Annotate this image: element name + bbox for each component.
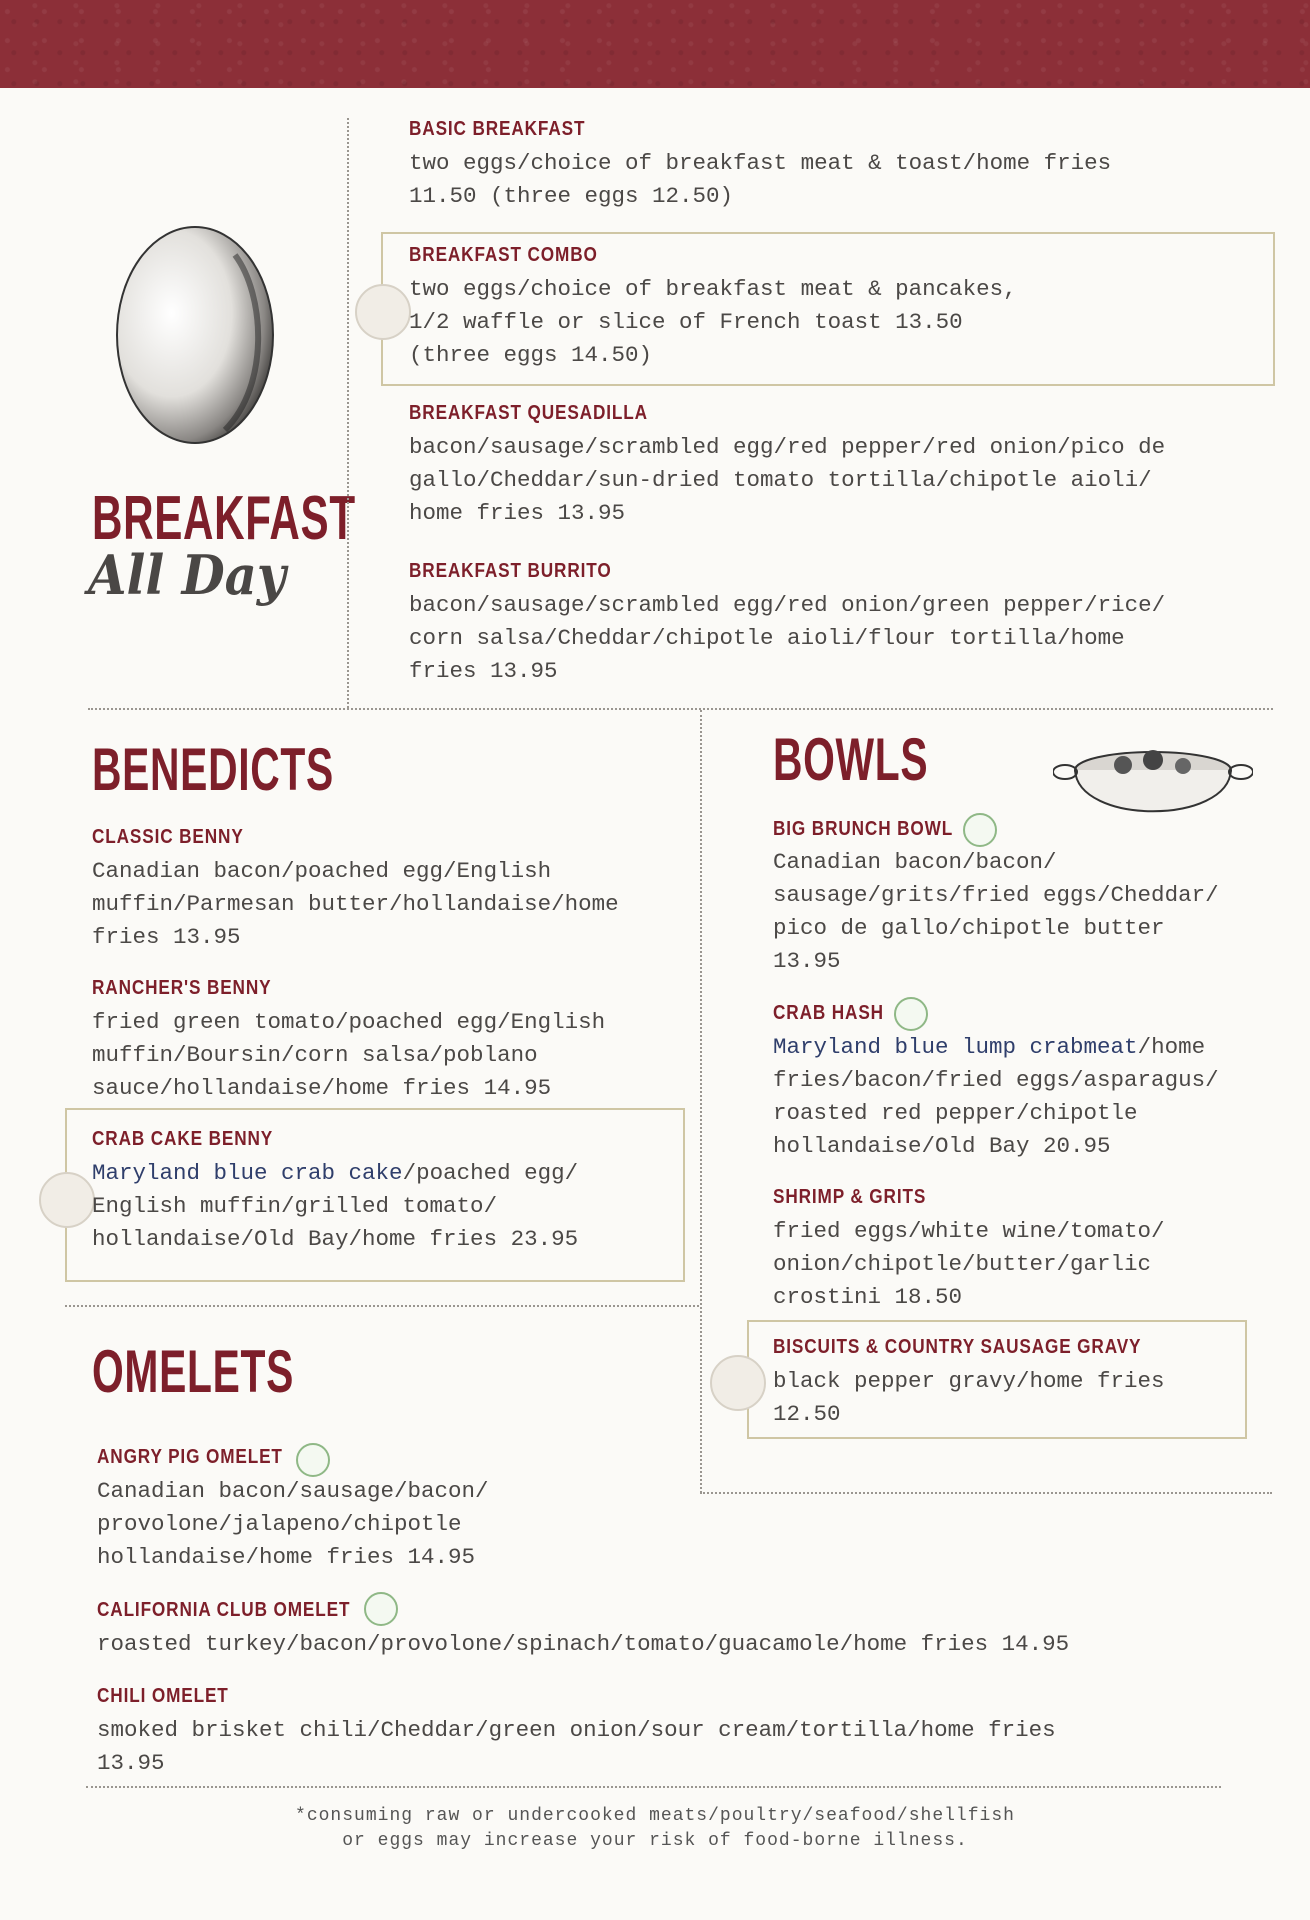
menu-item-description (92, 1157, 578, 1256)
section-heading-bowls: BOWLS (773, 726, 929, 793)
menu-item-description: black pepper gravy/home fries 12.50 (773, 1368, 1165, 1427)
section-heading-omelets: OMELETS (92, 1338, 294, 1405)
top-section-divider (88, 708, 1273, 710)
chef-icon (39, 1172, 95, 1228)
hero-title: BREAKFAST (92, 484, 356, 553)
menu-item-title: CLASSIC BENNY (92, 826, 244, 848)
gluten-free-icon (296, 1443, 330, 1477)
hero-divider (347, 118, 349, 708)
featured-ingredient: Maryland blue crab cake (92, 1160, 403, 1186)
chef-icon (355, 284, 411, 340)
menu-item-description: roasted turkey/bacon/provolone/spinach/tomato/guacamole/home fries 14.95 (97, 1631, 1070, 1657)
menu-item-description-rest: /poached egg/ English muffin/grilled tomato/ hollandaise/Old Bay/home fries 23.95 (92, 1160, 579, 1252)
menu-item-description: Canadian bacon/sausage/bacon/ provolone/jalapeno/chipotle hollandaise/home fries 14.95 (97, 1478, 489, 1570)
egg-icon (105, 215, 285, 450)
menu-item-title: CRAB HASH (773, 1002, 884, 1024)
column-divider (700, 710, 702, 1493)
menu-item-title: BASIC BREAKFAST (409, 118, 586, 140)
menu-item-title: ANGRY PIG OMELET (97, 1446, 283, 1468)
menu-item-description: bacon/sausage/scrambled egg/red pepper/red onion/pico de gallo/Cheddar/sun-dried tomato tortilla/chipotle aioli/ home fries 13.95 (409, 434, 1166, 526)
menu-item-description: two eggs/choice of breakfast meat & toast/home fries 11.50 (three eggs 12.50) (409, 150, 1112, 209)
gluten-free-icon (894, 997, 928, 1031)
menu-item-description: fried eggs/white wine/tomato/ onion/chipotle/butter/garlic crostini 18.50 (773, 1218, 1165, 1310)
benedicts-divider (65, 1305, 699, 1307)
menu-item-title: BREAKFAST BURRITO (409, 560, 612, 582)
menu-item-description-rest: /home fries/bacon/fried eggs/asparagus/ roasted red pepper/chipotle hollandaise/Old Bay 20.95 (773, 1034, 1219, 1159)
menu-item-title: SHRIMP & GRITS (773, 1186, 927, 1208)
header-banner (0, 0, 1310, 88)
gluten-free-icon (364, 1592, 398, 1626)
menu-item-description: two eggs/choice of breakfast meat & pancakes, 1/2 waffle or slice of French toast 13.50 (three eggs 14.50) (409, 276, 1017, 368)
allergy-disclaimer: *consuming raw or undercooked meats/poultry/seafood/shellfish or eggs may increase your risk of food-borne illness. (295, 1806, 1015, 1851)
menu-item-title: BISCUITS & COUNTRY SAUSAGE GRAVY (773, 1336, 1142, 1358)
hero-subtitle: All Day (88, 543, 286, 607)
menu-item-title: BREAKFAST QUESADILLA (409, 402, 648, 424)
menu-item-description: Canadian bacon/poached egg/English muffin/Parmesan butter/hollandaise/home fries 13.95 (92, 858, 619, 950)
menu-item-description (773, 1031, 1219, 1163)
menu-item-title: CHILI OMELET (97, 1685, 229, 1707)
menu-item-description: fried green tomato/poached egg/English muffin/Boursin/corn salsa/poblano sauce/hollandaise/home fries 14.95 (92, 1009, 606, 1101)
bowls-divider (700, 1492, 1272, 1494)
menu-item-title: RANCHER'S BENNY (92, 977, 272, 999)
menu-item-title: CALIFORNIA CLUB OMELET (97, 1599, 351, 1621)
section-heading-benedicts: BENEDICTS (92, 736, 334, 803)
menu-item-title: BIG BRUNCH BOWL (773, 818, 954, 840)
chef-icon (710, 1355, 766, 1411)
menu-item-description: Canadian bacon/bacon/ sausage/grits/fried eggs/Cheddar/ pico de gallo/chipotle butter 13.95 (773, 849, 1219, 974)
bowl-icon (1053, 730, 1253, 850)
gluten-free-icon (963, 813, 997, 847)
menu-item-description: bacon/sausage/scrambled egg/red onion/green pepper/rice/ corn salsa/Cheddar/chipotle aioli/flour tortilla/home fries 13.95 (409, 592, 1166, 684)
menu-item-description: smoked brisket chili/Cheddar/green onion/sour cream/tortilla/home fries 13.95 (97, 1717, 1056, 1776)
menu-item-title: BREAKFAST COMBO (409, 244, 598, 266)
menu-item-title: CRAB CAKE BENNY (92, 1128, 274, 1150)
featured-ingredient: Maryland blue lump crabmeat (773, 1034, 1138, 1060)
footer-divider (86, 1786, 1221, 1788)
